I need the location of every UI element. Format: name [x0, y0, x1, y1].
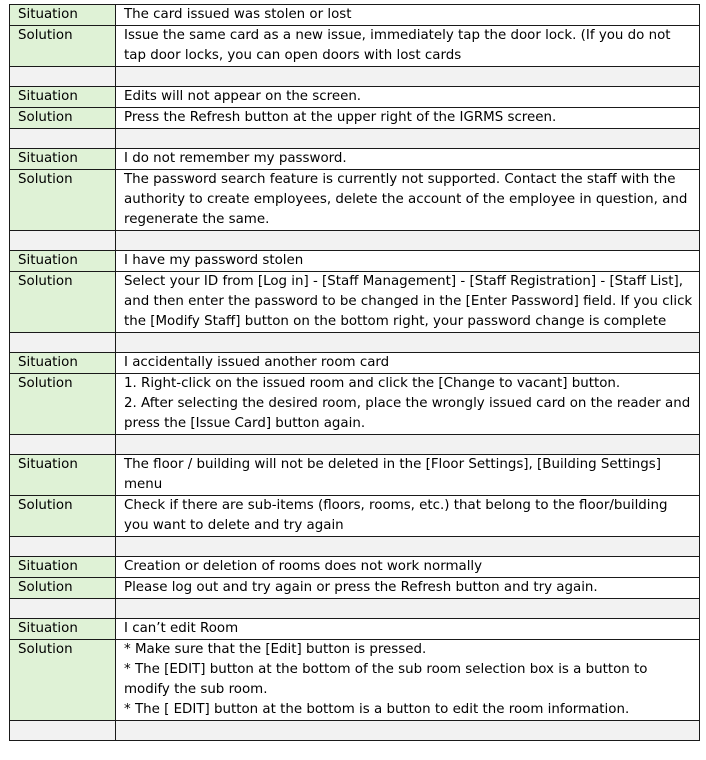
spacer-cell: [116, 599, 700, 619]
solution-line: * The [ EDIT] button at the bottom is a button to edit the room information.: [124, 702, 630, 717]
spacer-cell: [10, 231, 116, 251]
spacer-row: [10, 67, 700, 87]
spacer-cell: [10, 67, 116, 87]
solution-row: [10, 170, 700, 231]
solution-text: [116, 374, 700, 435]
situation-label: Situation: [10, 353, 116, 374]
situation-row: [10, 557, 700, 578]
solution-label: Solution: [10, 170, 116, 231]
spacer-cell: [116, 435, 700, 455]
spacer-cell: [10, 435, 116, 455]
spacer-cell: [116, 333, 700, 353]
spacer-row: [10, 537, 700, 557]
solution-line: Select your ID from [Log in] - [Staff Management] - [Staff Registration] - [Staff List], and then enter the password to be changed in the [Enter Password] field. If you click the [Modify Staff] button on the bottom right, your password change is complete: [124, 274, 693, 329]
situation-text: The floor / building will not be deleted in the [Floor Settings], [Building Settings] menu: [116, 455, 700, 496]
situation-label: Situation: [10, 251, 116, 272]
troubleshooting-table: [9, 4, 700, 741]
solution-line: Please log out and try again or press the Refresh button and try again.: [124, 580, 598, 595]
spacer-row: [10, 435, 700, 455]
spacer-cell: [10, 599, 116, 619]
solution-line: * Make sure that the [Edit] button is pressed.: [124, 642, 427, 657]
spacer-cell: [10, 129, 116, 149]
spacer-row: [10, 333, 700, 353]
spacer-row: [10, 599, 700, 619]
solution-line: Check if there are sub-items (floors, rooms, etc.) that belong to the floor/building you want to delete and try again: [124, 498, 668, 533]
solution-text: [116, 272, 700, 333]
spacer-row: [10, 129, 700, 149]
solution-line: 1. Right-click on the issued room and click the [Change to vacant] button.: [124, 376, 621, 391]
spacer-cell: [10, 333, 116, 353]
solution-row: [10, 272, 700, 333]
solution-text: [116, 108, 700, 129]
situation-row: [10, 619, 700, 640]
situation-label: Situation: [10, 557, 116, 578]
solution-row: [10, 496, 700, 537]
situation-label: Situation: [10, 619, 116, 640]
situation-text: The card issued was stolen or lost: [116, 5, 700, 26]
solution-row: [10, 26, 700, 67]
solution-line: * The [EDIT] button at the bottom of the sub room selection box is a button to modify the sub room.: [124, 662, 648, 697]
situation-text: I have my password stolen: [116, 251, 700, 272]
solution-line: Issue the same card as a new issue, immediately tap the door lock. (If you do not tap door locks, you can open doors with lost cards: [124, 28, 671, 63]
spacer-cell: [10, 537, 116, 557]
situation-text: Edits will not appear on the screen.: [116, 87, 700, 108]
troubleshooting-table-body: [10, 5, 700, 741]
spacer-cell: [116, 537, 700, 557]
solution-label: Solution: [10, 26, 116, 67]
situation-row: [10, 455, 700, 496]
solution-label: Solution: [10, 578, 116, 599]
solution-line: 2. After selecting the desired room, place the wrongly issued card on the reader and press the [Issue Card] button again.: [124, 396, 691, 431]
situation-label: Situation: [10, 149, 116, 170]
situation-label: Situation: [10, 87, 116, 108]
situation-row: [10, 5, 700, 26]
situation-row: [10, 149, 700, 170]
solution-text: [116, 496, 700, 537]
situation-label: Situation: [10, 455, 116, 496]
solution-label: Solution: [10, 374, 116, 435]
spacer-cell: [10, 721, 116, 741]
situation-text: I accidentally issued another room card: [116, 353, 700, 374]
spacer-cell: [116, 231, 700, 251]
spacer-cell: [116, 67, 700, 87]
solution-label: Solution: [10, 496, 116, 537]
situation-row: [10, 353, 700, 374]
solution-line: The password search feature is currently not supported. Contact the staff with the authority to create employees, delete the account of the employee in question, and regenerate the same.: [124, 172, 688, 227]
solution-text: [116, 26, 700, 67]
solution-row: [10, 578, 700, 599]
situation-text: Creation or deletion of rooms does not work normally: [116, 557, 700, 578]
situation-row: [10, 251, 700, 272]
solution-line: Press the Refresh button at the upper right of the IGRMS screen.: [124, 110, 557, 125]
situation-text: I do not remember my password.: [116, 149, 700, 170]
solution-row: [10, 640, 700, 721]
solution-label: Solution: [10, 640, 116, 721]
spacer-row: [10, 231, 700, 251]
solution-text: [116, 640, 700, 721]
situation-label: Situation: [10, 5, 116, 26]
solution-label: Solution: [10, 272, 116, 333]
spacer-row: [10, 721, 700, 741]
solution-row: [10, 108, 700, 129]
spacer-cell: [116, 721, 700, 741]
situation-row: [10, 87, 700, 108]
spacer-cell: [116, 129, 700, 149]
situation-text: I can’t edit Room: [116, 619, 700, 640]
solution-label: Solution: [10, 108, 116, 129]
solution-text: [116, 578, 700, 599]
solution-text: [116, 170, 700, 231]
solution-row: [10, 374, 700, 435]
